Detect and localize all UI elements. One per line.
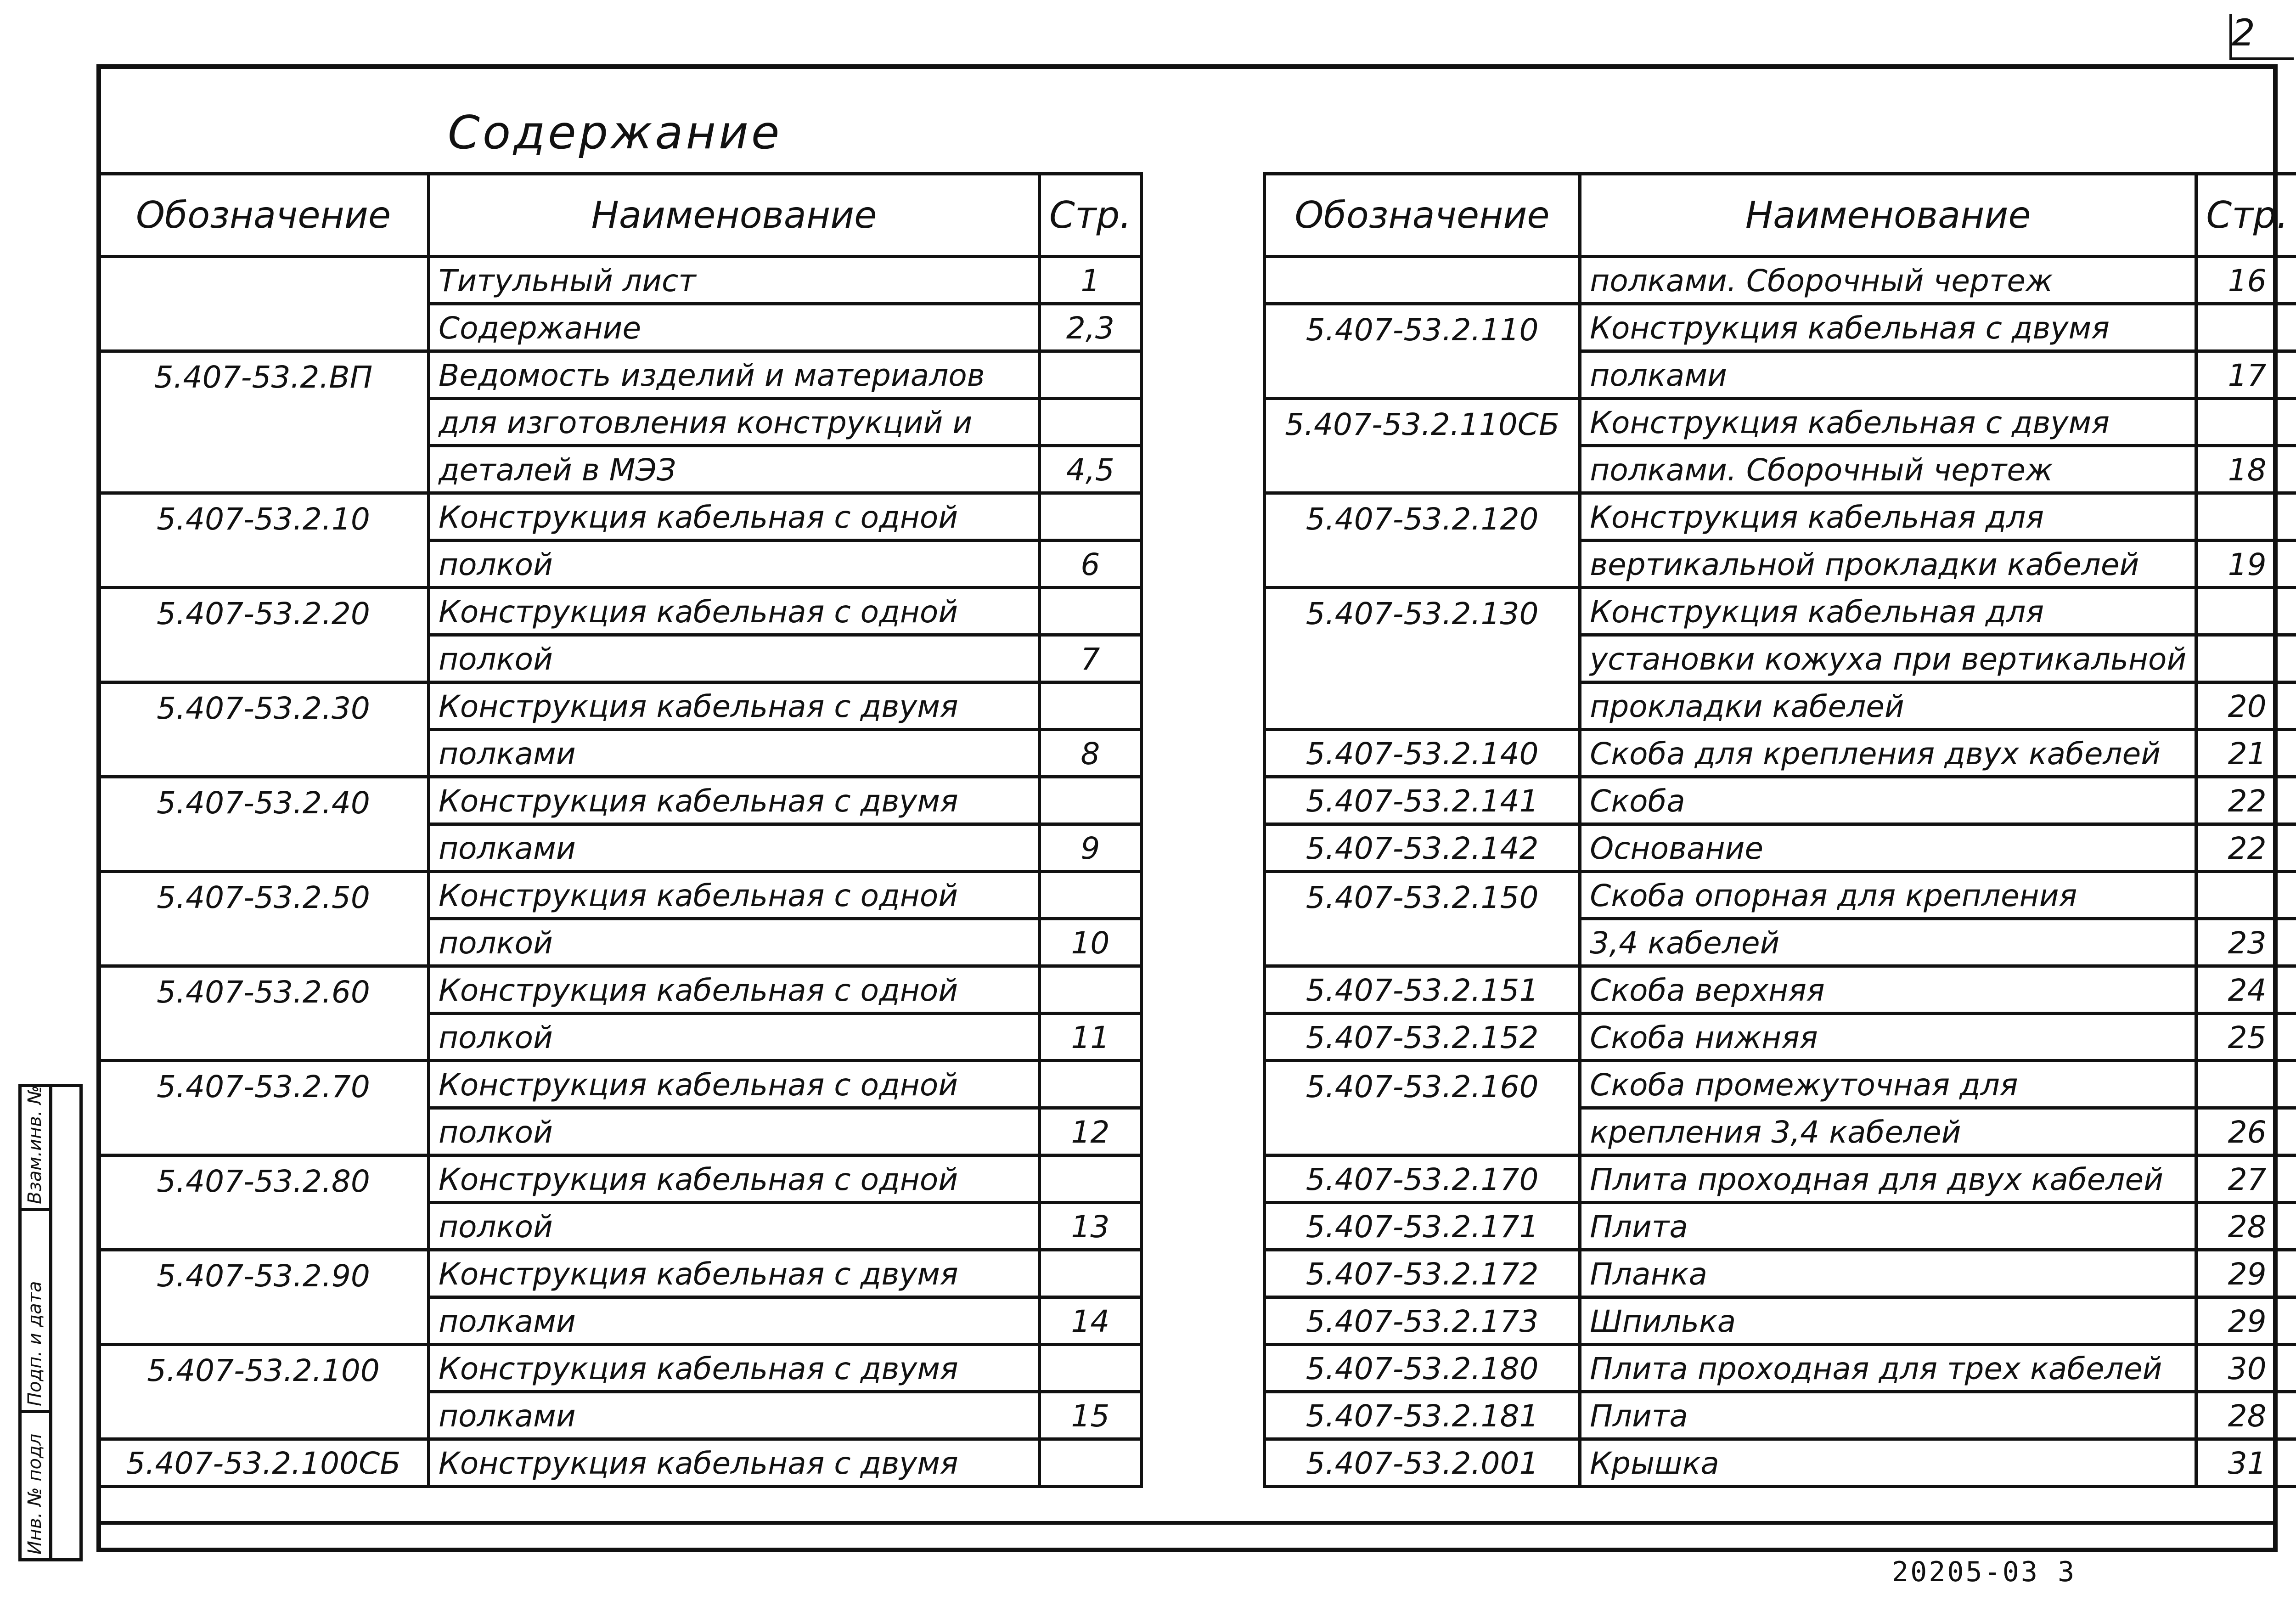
row-code: 5.407-53.2.150 [1265, 872, 1580, 919]
header-name: Наименование [1580, 174, 2196, 257]
table-row [1265, 257, 2296, 304]
row-name: Конструкция кабельная для [1580, 588, 2196, 635]
row-page: 28 [2196, 1203, 2296, 1250]
row-page: 23 [2196, 919, 2296, 966]
row-code: 5.407-53.2.120 [1265, 493, 1580, 541]
table-row [1265, 399, 2296, 446]
table-row [98, 1203, 1142, 1250]
row-code [98, 1014, 429, 1061]
row-code [98, 1203, 429, 1250]
row-code [98, 635, 429, 682]
row-name: полками [429, 730, 1040, 777]
row-code [98, 541, 429, 588]
row-name: Плита [1580, 1203, 2196, 1250]
row-page [1040, 777, 1142, 824]
row-code: 5.407-53.2.100 [98, 1345, 429, 1392]
table-row [1265, 304, 2296, 351]
row-page: 14 [1040, 1297, 1142, 1345]
header-code: Обозначение [98, 174, 429, 257]
row-name: вертикальной прокладки кабелей [1580, 541, 2196, 588]
row-page: 18 [2196, 446, 2296, 493]
row-code: 5.407-53.2.142 [1265, 824, 1580, 872]
table-row [1265, 1014, 2296, 1061]
table-row [1265, 919, 2296, 966]
row-name: Ведомость изделий и материалов [429, 351, 1040, 399]
table-row [98, 824, 1142, 872]
row-name: полками [1580, 351, 2196, 399]
table-row [98, 919, 1142, 966]
side-stamp-label: Взам.инв. № [24, 1085, 45, 1204]
row-name: Скоба [1580, 777, 2196, 824]
row-page [2196, 304, 2296, 351]
row-page: 7 [1040, 635, 1142, 682]
row-code: 5.407-53.2.151 [1265, 966, 1580, 1014]
row-page [2196, 1061, 2296, 1108]
header-page: Стр. [1040, 174, 1142, 257]
row-name: Конструкция кабельная с двумя [1580, 399, 2196, 446]
table-row [98, 257, 1142, 304]
table-row [98, 966, 1142, 1014]
table-row [1265, 446, 2296, 493]
row-name: Конструкция кабельная с двумя [429, 682, 1040, 730]
side-stamp-cell [22, 1413, 49, 1558]
row-page: 26 [2196, 1108, 2296, 1155]
row-code [98, 919, 429, 966]
row-page [1040, 682, 1142, 730]
table-row [98, 1250, 1142, 1297]
row-page: 12 [1040, 1108, 1142, 1155]
contents-left-body [98, 257, 1142, 1487]
table-row [98, 399, 1142, 446]
table-row [1265, 1250, 2296, 1297]
row-code: 5.407-53.2.173 [1265, 1297, 1580, 1345]
row-code [1265, 919, 1580, 966]
side-stamp-divider [49, 1087, 52, 1558]
row-code [98, 257, 429, 304]
row-name: полкой [429, 541, 1040, 588]
row-name: Скоба промежуточная для [1580, 1061, 2196, 1108]
table-row [98, 635, 1142, 682]
row-name: Конструкция кабельная с двумя [429, 777, 1040, 824]
row-page [1040, 1061, 1142, 1108]
row-code: 5.407-53.2.20 [98, 588, 429, 635]
header-page: Стр. [2196, 174, 2296, 257]
contents-table-left [96, 172, 1143, 1488]
row-page [2196, 399, 2296, 446]
row-code: 5.407-53.2.80 [98, 1155, 429, 1203]
row-page: 30 [2196, 1345, 2296, 1392]
row-page: 27 [2196, 1155, 2296, 1203]
row-page: 2,3 [1040, 304, 1142, 351]
row-code: 5.407-53.2.171 [1265, 1203, 1580, 1250]
row-code [98, 730, 429, 777]
row-code: 5.407-53.2.172 [1265, 1250, 1580, 1297]
row-name: 3,4 кабелей [1580, 919, 2196, 966]
contents-right-body [1265, 257, 2296, 1487]
sheet-number-underline [2229, 57, 2294, 60]
row-name: Конструкция кабельная с двумя [429, 1250, 1040, 1297]
side-stamp-label: Инв. № подл [24, 1433, 45, 1555]
row-name: Конструкция кабельная с одной [429, 1061, 1040, 1108]
row-name: полкой [429, 1108, 1040, 1155]
row-code: 5.407-53.2.ВП [98, 351, 429, 399]
table-row [98, 777, 1142, 824]
row-code: 5.407-53.2.170 [1265, 1155, 1580, 1203]
row-name: полками. Сборочный чертеж [1580, 257, 2196, 304]
row-name: Содержание [429, 304, 1040, 351]
row-code [98, 1108, 429, 1155]
row-page: 29 [2196, 1250, 2296, 1297]
row-code: 5.407-53.2.70 [98, 1061, 429, 1108]
table-row [98, 1061, 1142, 1108]
row-page [2196, 872, 2296, 919]
row-page: 22 [2196, 777, 2296, 824]
table-row [98, 682, 1142, 730]
row-code: 5.407-53.2.100СБ [98, 1439, 429, 1487]
row-name: полкой [429, 1203, 1040, 1250]
row-code: 5.407-53.2.140 [1265, 730, 1580, 777]
row-page: 11 [1040, 1014, 1142, 1061]
row-page: 20 [2196, 682, 2296, 730]
table-row [98, 304, 1142, 351]
row-code: 5.407-53.2.181 [1265, 1392, 1580, 1439]
table-row [1265, 1439, 2296, 1487]
row-name: Плита [1580, 1392, 2196, 1439]
table-row [1265, 493, 2296, 541]
row-name: деталей в МЭЗ [429, 446, 1040, 493]
row-code: 5.407-53.2.60 [98, 966, 429, 1014]
table-row [1265, 541, 2296, 588]
footer-stamp: 20205-03 3 [1892, 1556, 2077, 1588]
row-name: установки кожуха при вертикальной [1580, 635, 2196, 682]
frame-bottom-line [96, 1521, 2278, 1525]
row-name: полкой [429, 1014, 1040, 1061]
table-row [98, 588, 1142, 635]
row-page [1040, 493, 1142, 541]
row-name: Планка [1580, 1250, 2196, 1297]
row-code: 5.407-53.2.160 [1265, 1061, 1580, 1108]
table-row [98, 730, 1142, 777]
row-code [1265, 635, 1580, 682]
row-page: 6 [1040, 541, 1142, 588]
table-row [98, 493, 1142, 541]
table-row [1265, 1203, 2296, 1250]
row-page: 31 [2196, 1439, 2296, 1487]
row-code: 5.407-53.2.110СБ [1265, 399, 1580, 446]
table-row [98, 1014, 1142, 1061]
row-name: для изготовления конструкций и [429, 399, 1040, 446]
table-row [98, 541, 1142, 588]
row-name: прокладки кабелей [1580, 682, 2196, 730]
row-page [1040, 1250, 1142, 1297]
table-header-row [1265, 174, 2296, 257]
table-row [1265, 635, 2296, 682]
row-name: Конструкция кабельная с двумя [429, 1345, 1040, 1392]
side-stamp-cell [22, 1211, 49, 1413]
row-code: 5.407-53.2.141 [1265, 777, 1580, 824]
row-page [2196, 588, 2296, 635]
row-code: 5.407-53.2.180 [1265, 1345, 1580, 1392]
row-name: крепления 3,4 кабелей [1580, 1108, 2196, 1155]
row-name: Скоба верхняя [1580, 966, 2196, 1014]
row-code: 5.407-53.2.40 [98, 777, 429, 824]
row-name: Конструкция кабельная с одной [429, 872, 1040, 919]
table-row [1265, 1155, 2296, 1203]
table-row [98, 1345, 1142, 1392]
table-row [1265, 1108, 2296, 1155]
row-name: Конструкция кабельная для [1580, 493, 2196, 541]
table-row [1265, 1392, 2296, 1439]
row-name: Скоба опорная для крепления [1580, 872, 2196, 919]
table-row [1265, 1345, 2296, 1392]
table-row [1265, 1061, 2296, 1108]
table-row [98, 446, 1142, 493]
row-name: полкой [429, 919, 1040, 966]
table-row [98, 1439, 1142, 1487]
row-page: 17 [2196, 351, 2296, 399]
table-row [98, 351, 1142, 399]
table-row [1265, 872, 2296, 919]
row-page: 1 [1040, 257, 1142, 304]
row-name: Конструкция кабельная с одной [429, 1155, 1040, 1203]
row-name: Скоба для крепления двух кабелей [1580, 730, 2196, 777]
table-row [1265, 1297, 2296, 1345]
row-name: полками [429, 1392, 1040, 1439]
table-row [1265, 351, 2296, 399]
row-page: 8 [1040, 730, 1142, 777]
row-page [1040, 1345, 1142, 1392]
row-code [98, 446, 429, 493]
row-code [1265, 257, 1580, 304]
row-code: 5.407-53.2.30 [98, 682, 429, 730]
row-page: 24 [2196, 966, 2296, 1014]
row-code [1265, 446, 1580, 493]
row-code [98, 399, 429, 446]
row-page [1040, 872, 1142, 919]
table-row [98, 1155, 1142, 1203]
row-page: 29 [2196, 1297, 2296, 1345]
row-page: 19 [2196, 541, 2296, 588]
row-code [98, 304, 429, 351]
row-name: Скоба нижняя [1580, 1014, 2196, 1061]
row-name: Конструкция кабельная с одной [429, 588, 1040, 635]
side-stamp-block [18, 1084, 83, 1561]
page-title: Содержание [448, 106, 782, 159]
row-name: Конструкция кабельная с двумя [429, 1439, 1040, 1487]
table-row [1265, 730, 2296, 777]
row-page [1040, 1439, 1142, 1487]
table-row [1265, 682, 2296, 730]
side-stamp-cell [22, 1087, 49, 1211]
row-page [1040, 1155, 1142, 1203]
row-page: 16 [2196, 257, 2296, 304]
row-code: 5.407-53.2.152 [1265, 1014, 1580, 1061]
row-name: Основание [1580, 824, 2196, 872]
row-name: полкой [429, 635, 1040, 682]
row-name: Конструкция кабельная с одной [429, 493, 1040, 541]
row-name: Крышка [1580, 1439, 2196, 1487]
row-code: 5.407-53.2.001 [1265, 1439, 1580, 1487]
row-code [98, 1392, 429, 1439]
row-name: Титульный лист [429, 257, 1040, 304]
table-row [1265, 588, 2296, 635]
table-row [1265, 824, 2296, 872]
contents-table-right [1263, 172, 2296, 1488]
row-code [1265, 1108, 1580, 1155]
row-page [1040, 399, 1142, 446]
row-page: 28 [2196, 1392, 2296, 1439]
row-code: 5.407-53.2.90 [98, 1250, 429, 1297]
row-code [98, 1297, 429, 1345]
row-code [98, 824, 429, 872]
row-name: полками [429, 1297, 1040, 1345]
row-code: 5.407-53.2.50 [98, 872, 429, 919]
row-page: 25 [2196, 1014, 2296, 1061]
table-row [1265, 777, 2296, 824]
row-page: 21 [2196, 730, 2296, 777]
row-name: полками [429, 824, 1040, 872]
table-row [98, 1297, 1142, 1345]
row-page [1040, 351, 1142, 399]
row-code: 5.407-53.2.130 [1265, 588, 1580, 635]
row-page: 9 [1040, 824, 1142, 872]
side-stamp-label: Подп. и дата [24, 1281, 45, 1406]
row-code [1265, 682, 1580, 730]
header-code: Обозначение [1265, 174, 1580, 257]
row-page [2196, 493, 2296, 541]
header-name: Наименование [429, 174, 1040, 257]
row-name: Шпилька [1580, 1297, 2196, 1345]
row-page: 4,5 [1040, 446, 1142, 493]
row-page: 22 [2196, 824, 2296, 872]
row-name: Конструкция кабельная с одной [429, 966, 1040, 1014]
row-page [1040, 966, 1142, 1014]
row-code: 5.407-53.2.10 [98, 493, 429, 541]
table-row [98, 1392, 1142, 1439]
table-header-row [98, 174, 1142, 257]
row-name: полками. Сборочный чертеж [1580, 446, 2196, 493]
row-page: 10 [1040, 919, 1142, 966]
row-name: Плита проходная для трех кабелей [1580, 1345, 2196, 1392]
row-name: Конструкция кабельная с двумя [1580, 304, 2196, 351]
row-code [1265, 541, 1580, 588]
row-code [1265, 351, 1580, 399]
row-page [2196, 635, 2296, 682]
table-row [98, 872, 1142, 919]
row-code: 5.407-53.2.110 [1265, 304, 1580, 351]
row-page: 13 [1040, 1203, 1142, 1250]
row-page: 15 [1040, 1392, 1142, 1439]
table-row [1265, 966, 2296, 1014]
row-page [1040, 588, 1142, 635]
row-name: Плита проходная для двух кабелей [1580, 1155, 2196, 1203]
table-row [98, 1108, 1142, 1155]
sheet-number: 2 [2232, 11, 2255, 54]
